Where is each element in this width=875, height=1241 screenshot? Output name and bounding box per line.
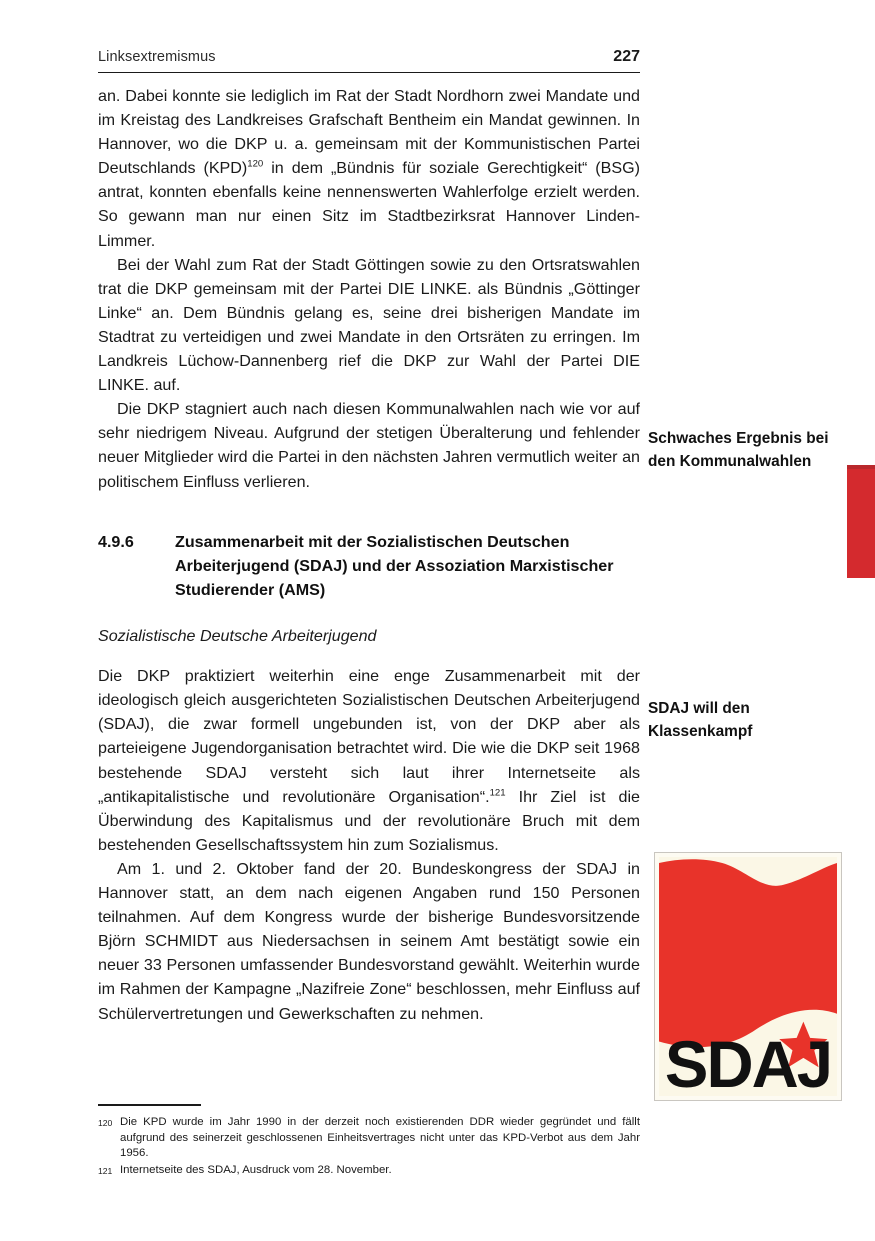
margin-note-klassenkampf: SDAJ will den Klassenkampf bbox=[648, 700, 753, 740]
sdaj-logo-graphic bbox=[659, 857, 837, 1096]
margin-note-kommunalwahlen: Schwaches Ergebnis bei den Kommunalwahlen bbox=[648, 430, 829, 470]
sdaj-logo-inner bbox=[659, 857, 837, 1096]
page-header bbox=[98, 48, 640, 73]
paragraph-2: Bei der Wahl zum Rat der Stadt Göttingen sowie zu den Ortsratswahlen trat die DKP gemeinsam mit der Partei DIE LINKE. als Bündnis „Göttinger Linke“ an. Dem Bündnis gelang es, seine drei bisherigen Mandate im Stadtrat zu verteidigen und zwei Mandate in den Ortsräten zu erringen. Im Landkreis Lüchow-Dannenberg rief die DKP zur Wahl der Partei DIE LINKE. auf. bbox=[98, 255, 640, 395]
footnote-item bbox=[98, 1115, 640, 1161]
main-text-column bbox=[98, 84, 640, 1026]
footnote-marker-121[interactable]: 121 bbox=[489, 787, 506, 799]
sdaj-logo bbox=[654, 852, 842, 1101]
paragraph-1-text-cont: in dem „Bündnis für soziale Gerechtigkeit“ (BSG) antrat, konnten ebenfalls keine nennenswerten Wahlerfolge erzielt werden. So gewann man nur einen Sitz im Stadtbezirksrat Hannover Linden-Limmer. bbox=[98, 159, 640, 250]
footnote-marker-120[interactable]: 120 bbox=[247, 158, 264, 170]
footnote-text: Die KPD wurde im Jahr 1990 in der derzeit noch existierenden DDR wieder gegründet und fällt aufgrund des seinerzeit geschlossenen Einheitsvertrages nicht unter das KPD-Verbot aus dem Jahr 1956. bbox=[120, 1116, 640, 1160]
footnote-text: Internetseite des SDAJ, Ausdruck vom 28. November. bbox=[120, 1163, 392, 1176]
paragraph-5: Am 1. und 2. Oktober fand der 20. Bundeskongress der SDAJ in Hannover statt, an dem nach eigenen Angaben rund 150 Personen teilnahmen. Auf dem Kongress wurde der bisherige Bundesvorsitzende Björn SCHMIDT aus Niedersachsen in seinem Amt bestätigt sowie ein neuer 33 Personen umfassender Bundesvorstand gewählt. Weiterhin wurde im Rahmen der Kampagne „Nazifreie Zone“ beschlossen, mehr Einfluss auf Schülervertretungen und Gewerkschaften zu nehmen. bbox=[98, 859, 640, 1023]
section-number: 4.9.6 bbox=[98, 532, 134, 551]
page-number: 227 bbox=[613, 48, 640, 65]
chapter-thumb-tab bbox=[847, 465, 875, 578]
paragraph-3: Die DKP stagniert auch nach diesen Kommunalwahlen nach wie vor auf sehr niedrigem Niveau. Aufgrund der stetigen Überalterung und fehlender neuer Mitglieder wird die Partei in den nächsten Jahren vermutlich weiter an politischem Einfluss verlieren. bbox=[98, 400, 640, 491]
paragraph-4-text: Die DKP praktiziert weiterhin eine enge Zusammenarbeit mit der ideologisch gleich ausgerichteten Sozialistischen Deutschen Arbeiterjugend (SDAJ), die zwar formell ungebunden ist, von der DKP aber als parteieigene Jugendorganisation betrachtet wird. Die wie die DKP seit 1968 bestehende SDAJ versteht sich laut ihrer Internetseite als „antikapitalistische und revolutionäre Organisation“. bbox=[98, 667, 640, 806]
running-head-title: Linksextremismus bbox=[98, 49, 216, 65]
footnote-separator-rule bbox=[98, 1104, 201, 1106]
paragraph-4-text-cont: Ihr Ziel ist die Überwindung des Kapitalismus und der revolutionäre Bruch mit dem bestehenden Gesellschaftssystem hin zum Sozialismus. bbox=[98, 787, 640, 854]
paragraph-4 bbox=[98, 664, 640, 857]
footnotes-block bbox=[98, 1104, 640, 1180]
subheading-italic: Sozialistische Deutsche Arbeiterjugend bbox=[98, 627, 377, 646]
footnote-item bbox=[98, 1163, 640, 1179]
paragraph-1-text: an. Dabei konnte sie lediglich im Rat der Stadt Nordhorn zwei Mandate und im Kreistag des Landkreises Grafschaft Bentheim ein Mandat gewinnen. In Hannover, wo die DKP u. a. gemeinsam mit der Kommunistischen Partei Deutschlands (KPD) bbox=[98, 87, 640, 178]
sdaj-wordmark: SDAJ bbox=[664, 1027, 832, 1096]
thumb-tab-cap bbox=[847, 465, 875, 469]
section-heading bbox=[98, 530, 640, 603]
footnote-number: 121 bbox=[98, 1165, 113, 1176]
footnote-number: 120 bbox=[98, 1118, 113, 1129]
section-title: Zusammenarbeit mit der Sozialistischen Deutschen Arbeiterjugend (SDAJ) und der Assoziation Marxistischer Studierender (AMS) bbox=[175, 532, 614, 599]
spacer bbox=[98, 648, 640, 664]
paragraph-1 bbox=[98, 84, 640, 253]
